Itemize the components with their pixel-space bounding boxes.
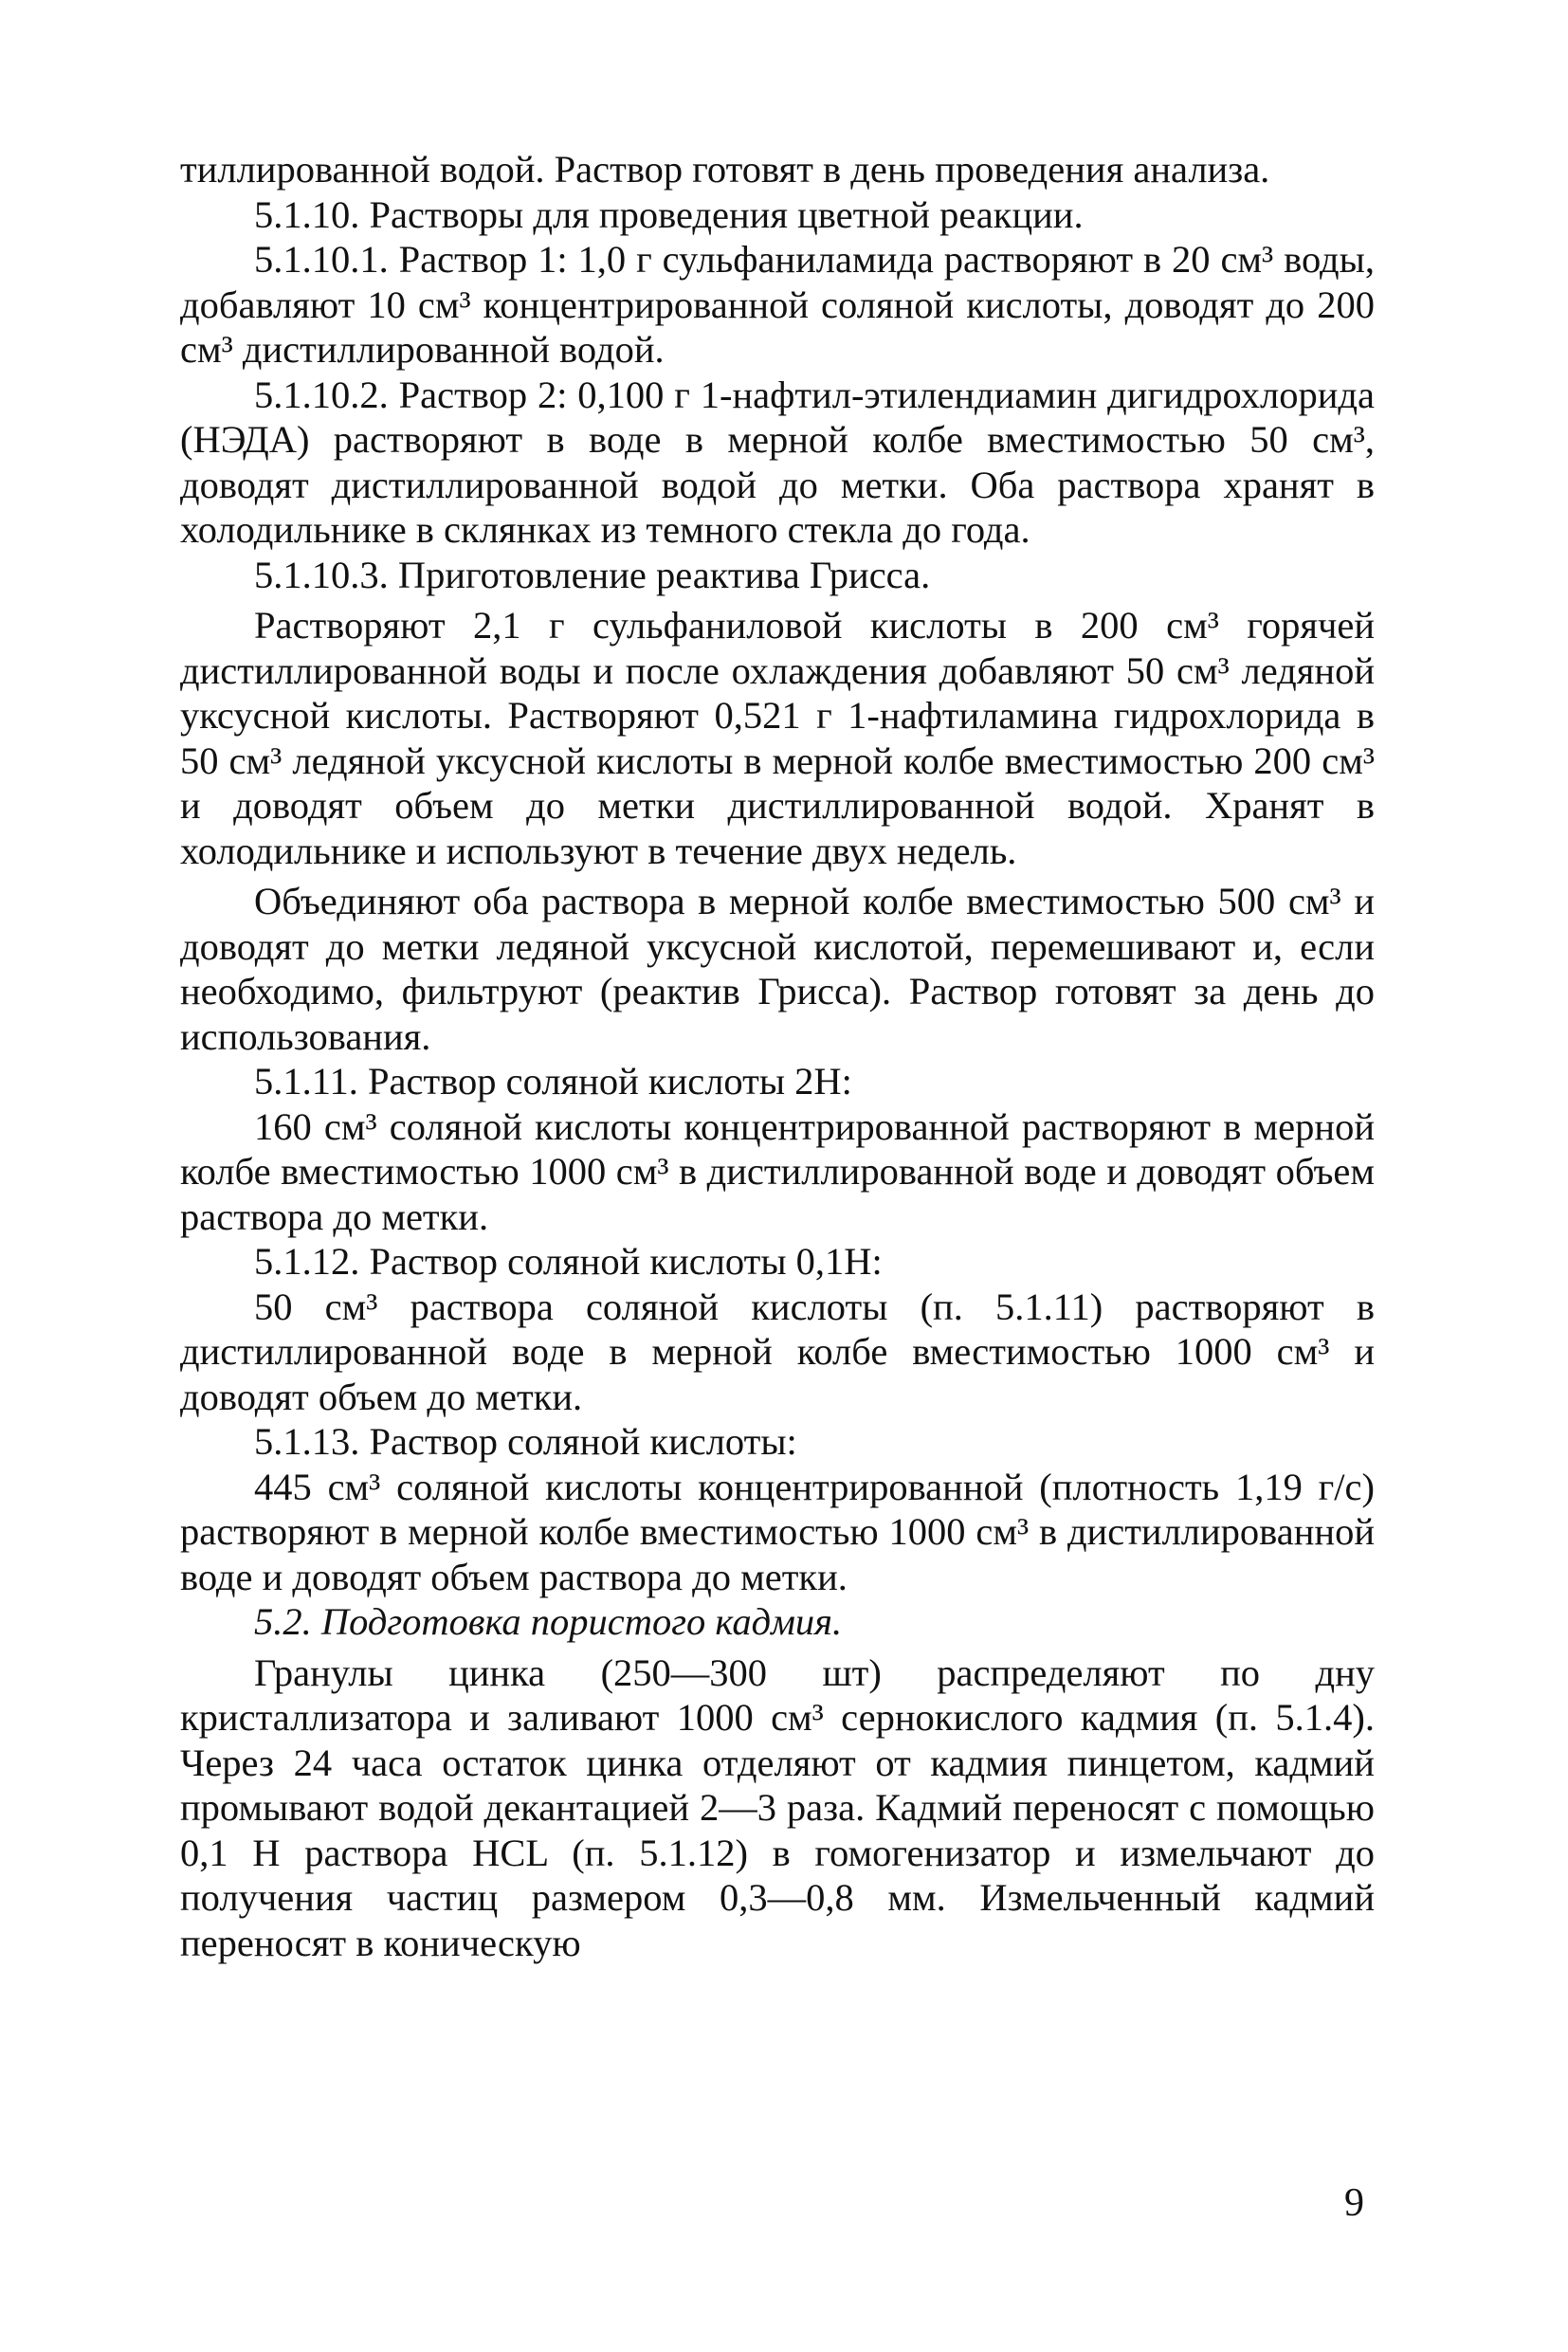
paragraph-griess-preparation: Растворяют 2,1 г сульфаниловой кислоты в 200 см³ горячей дистиллированной воды и после охлаждения добавляют 50 см³ ледяной уксусной кислоты. Растворяют 0,521 г 1-нафтиламина гидрохлорида в 50 см³ ледяной уксусной кислоты в мерной колбе вместимостью 200 см³ и доводят объем до метки дистиллированной водой. Хранят в холодильнике и используют в течение двух недель. xyxy=(180,604,1375,872)
paragraph-5-1-10-1: 5.1.10.1. Раствор 1: 1,0 г сульфаниламида растворяют в 20 см³ воды, добавляют 10 см³ концентрированной соляной кислоты, доводят до 200 см³ дистиллированной водой. xyxy=(180,238,1375,371)
paragraph-5-1-11: 5.1.11. Раствор соляной кислоты 2Н: xyxy=(254,1060,852,1103)
paragraph-5-1-12-body: 50 см³ раствора соляной кислоты (п. 5.1.11) растворяют в дистиллированной воде в мерной колбе вместимостью 1000 см³ и доводят объем до метки. xyxy=(180,1285,1375,1418)
paragraph-5-1-10: 5.1.10. Растворы для проведения цветной реакции. xyxy=(254,192,1084,236)
paragraph-5-1-13-body: 445 см³ соляной кислоты концентрированной (плотность 1,19 г/с) растворяют в мерной колбе вместимостью 1000 см³ в дистиллированной воде и доводят объем раствора до метки. xyxy=(180,1465,1375,1598)
paragraph-continuation: тиллированной водой. Раствор готовят в день проведения анализа. xyxy=(180,148,1270,191)
page-number: 9 xyxy=(1344,2181,1364,2225)
section-heading-5-2: 5.2. Подготовка пористого кадмия. xyxy=(254,1600,843,1643)
paragraph-5-1-10-2: 5.1.10.2. Раствор 2: 0,100 г 1-нафтил-этилендиамин дигидрохлорида (НЭДА) растворяют в воде в мерной колбе вместимостью 50 см³, доводят дистиллированной водой до метки. Оба раствора хранят в холодильнике в склянках из темного стекла до года. xyxy=(180,373,1375,551)
paragraph-5-1-12: 5.1.12. Раствор соляной кислоты 0,1Н: xyxy=(254,1240,883,1283)
paragraph-5-1-11-body: 160 см³ соляной кислоты концентрированной растворяют в мерной колбе вместимостью 1000 см³ в дистиллированной воде и доводят объем раствора до метки. xyxy=(180,1104,1375,1238)
paragraph-5-1-13: 5.1.13. Раствор соляной кислоты: xyxy=(254,1420,797,1463)
paragraph-5-1-10-3: 5.1.10.3. Приготовление реактива Грисса. xyxy=(254,553,931,596)
page-body xyxy=(180,147,1375,1965)
paragraph-griess-combine: Объединяют оба раствора в мерной колбе вместимостью 500 см³ и доводят до метки ледяной уксусной кислотой, перемешивают и, если необходимо, фильтруют (реактив Грисса). Раствор готовят за день до использования. xyxy=(180,880,1375,1058)
paragraph-5-2-body: Гранулы цинка (250—300 шт) распределяют по дну кристаллизатора и заливают 1000 см³ сернокислого кадмия (п. 5.1.4). Через 24 часа остаток цинка отделяют от кадмия пинцетом, кадмий промывают водой декантацией 2—3 раза. Кадмий переносят с помощью 0,1 Н раствора HCL (п. 5.1.12) в гомогенизатор и измельчают до получения частиц размером 0,3—0,8 мм. Измельченный кадмий переносят в коническую xyxy=(180,1650,1375,1964)
